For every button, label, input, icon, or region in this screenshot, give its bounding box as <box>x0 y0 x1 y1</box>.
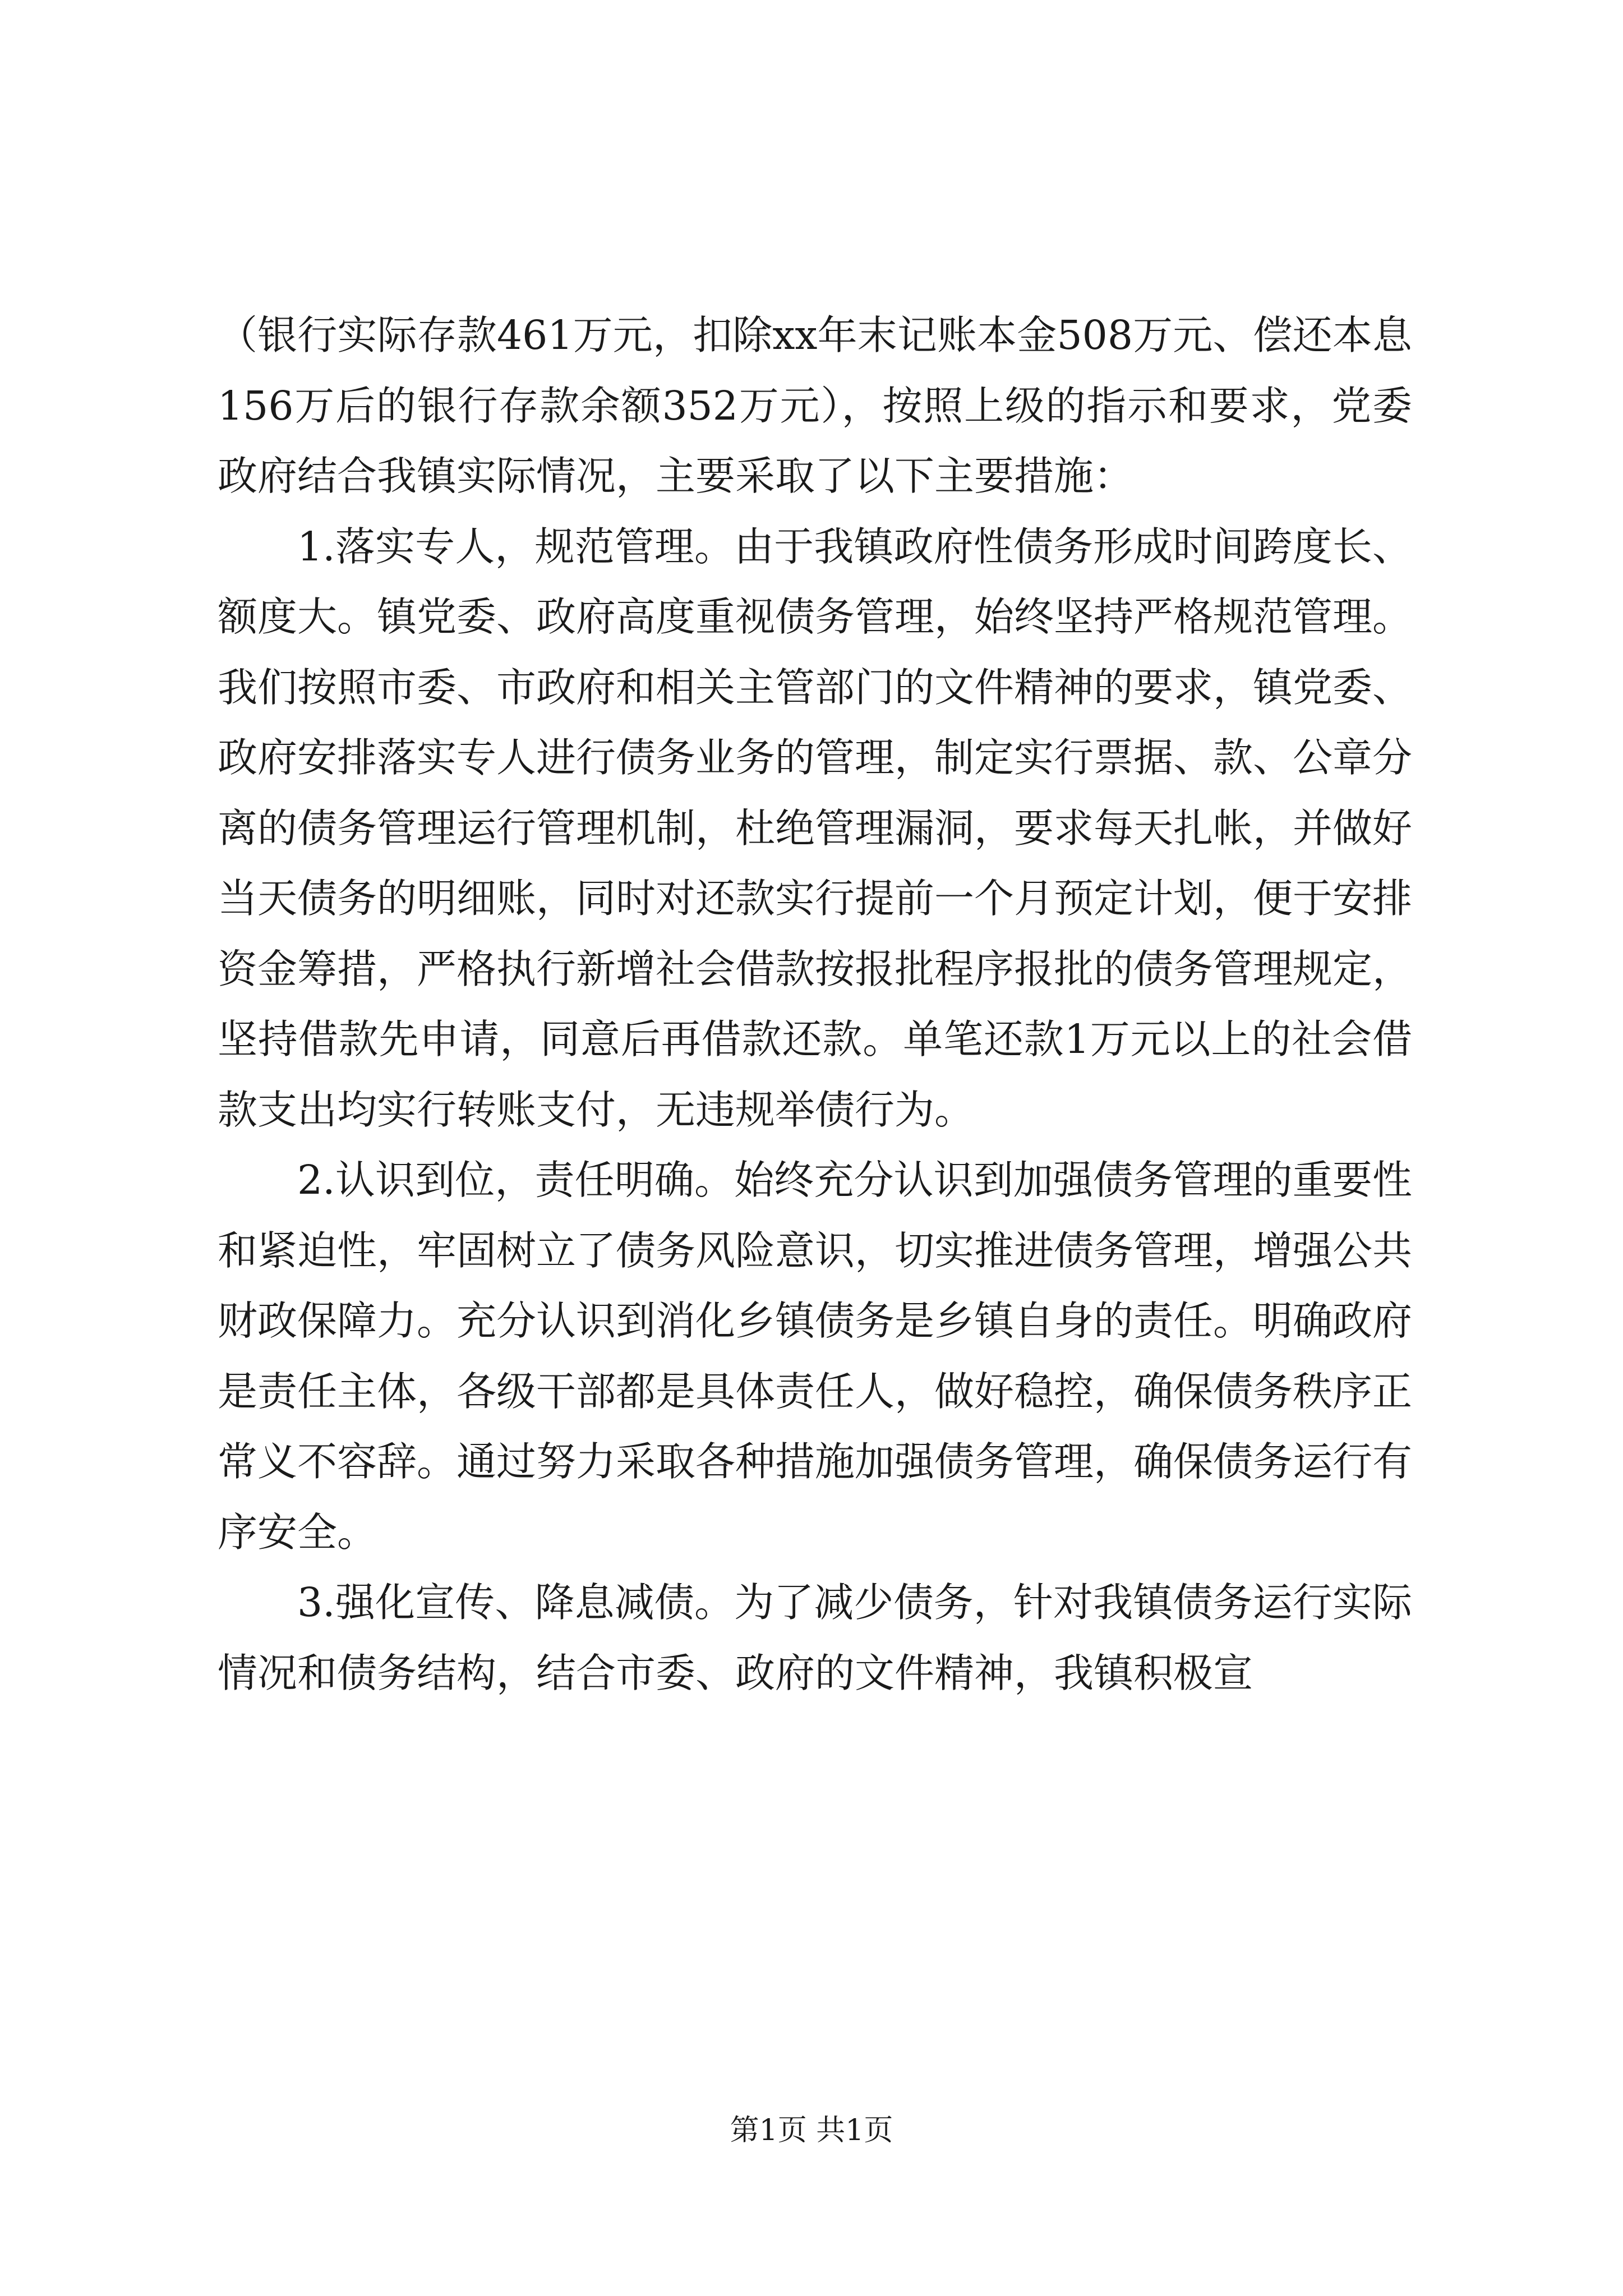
page-number-footer: 第1页 共1页 <box>730 2114 893 2147</box>
paragraph-measure-3: 3.强化宣传、降息减债。为了减少债务，针对我镇债务运行实际情况和债务结构，结合市委、政府的文件精神，我镇积极宣 <box>218 1579 1412 1696</box>
paragraph-continuation: （银行实际存款461万元，扣除xx年末记账本金508万元、偿还本息156万后的银行存款余额352万元），按照上级的指示和要求，党委政府结合我镇实际情况，主要采取了以下主要措施： <box>218 312 1412 499</box>
document-body <box>218 300 1412 1708</box>
paragraph-measure-2: 2.认识到位，责任明确。始终充分认识到加强债务管理的重要性和紧迫性，牢固树立了债务风险意识，切实推进债务管理，增强公共财政保障力。充分认识到消化乡镇债务是乡镇自身的责任。明确政府是责任主体，各级干部都是具体责任人，做好稳控，确保债务秩序正常义不容辞。通过努力采取各种措施加强债务管理，确保债务运行有序安全。 <box>218 1157 1413 1556</box>
paragraph-measure-1: 1.落实专人，规范管理。由于我镇政府性债务形成时间跨度长、额度大。镇党委、政府高度重视债务管理，始终坚持严格规范管理。我们按照市委、市政府和相关主管部门的文件精神的要求，镇党委、政府安排落实专人进行债务业务的管理，制定实行票据、款、公章分离的债务管理运行管理机制，杜绝管理漏洞，要求每天扎帐，并做好当天债务的明细账，同时对还款实行提前一个月预定计划，便于安排资金筹措，严格执行新增社会借款按报批程序报批的债务管理规定，坚持借款先申请，同意后再借款还款。单笔还款1万元以上的社会借款支出均实行转账支付，无违规举债行为。 <box>218 523 1413 1133</box>
